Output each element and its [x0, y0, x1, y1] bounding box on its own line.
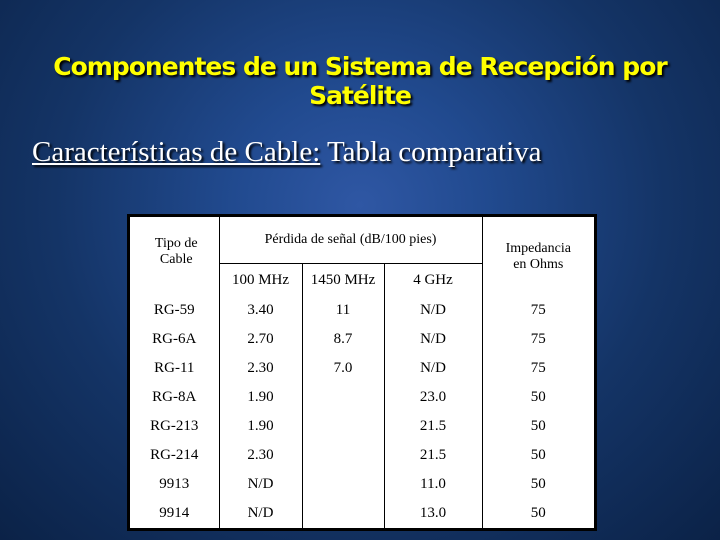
cell-ohms: 50: [530, 476, 546, 492]
table-row: [130, 325, 594, 354]
cell-4ghz: N/D: [384, 325, 482, 354]
header-4ghz: 4 GHz: [384, 264, 482, 297]
cell-1450mhz: [302, 499, 384, 528]
table-row: [130, 499, 594, 528]
cell-100mhz: 1.90: [219, 412, 302, 441]
header-cable-type: Tipo de Cable: [130, 217, 219, 296]
table-row: [130, 412, 594, 441]
cell-1450mhz: 11: [302, 296, 384, 325]
cell-1450mhz: 8.7: [302, 325, 384, 354]
cell-1450mhz: [302, 412, 384, 441]
cell-4ghz: 21.5: [384, 441, 482, 470]
cell-ohms: 50: [530, 389, 546, 405]
table-row: [130, 354, 594, 383]
cell-cable: RG-213: [130, 412, 219, 441]
cell-cable: RG-59: [130, 296, 219, 325]
table-body: [130, 296, 594, 528]
cell-ohms: 50: [530, 418, 546, 434]
cell-ohms: 50: [530, 505, 546, 521]
cell-100mhz: 2.30: [219, 441, 302, 470]
cell-ohms: 50: [530, 447, 546, 463]
cell-1450mhz: 7.0: [302, 354, 384, 383]
comparison-table: [130, 217, 594, 528]
cell-1450mhz: [302, 383, 384, 412]
header-1450mhz: 1450 MHz: [302, 264, 384, 297]
table-row: [130, 383, 594, 412]
cell-4ghz: N/D: [384, 354, 482, 383]
cell-ohms: 75: [530, 302, 546, 318]
cell-1450mhz: [302, 470, 384, 499]
cell-100mhz: 1.90: [219, 383, 302, 412]
cell-ohms: 75: [530, 331, 546, 347]
cell-4ghz: N/D: [384, 296, 482, 325]
slide-subtitle: [32, 136, 542, 169]
table-row: [130, 470, 594, 499]
cell-ohms: 75: [530, 360, 546, 376]
cell-4ghz: 13.0: [384, 499, 482, 528]
cell-4ghz: 23.0: [384, 383, 482, 412]
cell-100mhz: 3.40: [219, 296, 302, 325]
cell-4ghz: 21.5: [384, 412, 482, 441]
cell-100mhz: 2.30: [219, 354, 302, 383]
slide-title: Componentes de un Sistema de Recepción por Satélite: [53, 52, 667, 110]
cell-4ghz: 11.0: [384, 470, 482, 499]
cell-100mhz: N/D: [219, 499, 302, 528]
subtitle-underlined: Características de Cable:: [32, 136, 321, 168]
cell-cable: RG-214: [130, 441, 219, 470]
table-header-row: [130, 217, 594, 264]
table-row: [130, 296, 594, 325]
cell-100mhz: N/D: [219, 470, 302, 499]
table-row: [130, 441, 594, 470]
cell-cable: RG-6A: [130, 325, 219, 354]
cell-cable: 9913: [130, 470, 219, 499]
cell-100mhz: 2.70: [219, 325, 302, 354]
header-100mhz: 100 MHz: [219, 264, 302, 297]
cell-1450mhz: [302, 441, 384, 470]
header-signal-loss: Pérdida de señal (dB/100 pies): [219, 217, 482, 264]
subtitle-rest: Tabla comparativa: [320, 136, 542, 168]
header-impedance: Impedancia en Ohms: [505, 240, 571, 272]
cell-cable: RG-11: [130, 354, 219, 383]
cell-cable: RG-8A: [130, 383, 219, 412]
cell-cable: 9914: [130, 499, 219, 528]
